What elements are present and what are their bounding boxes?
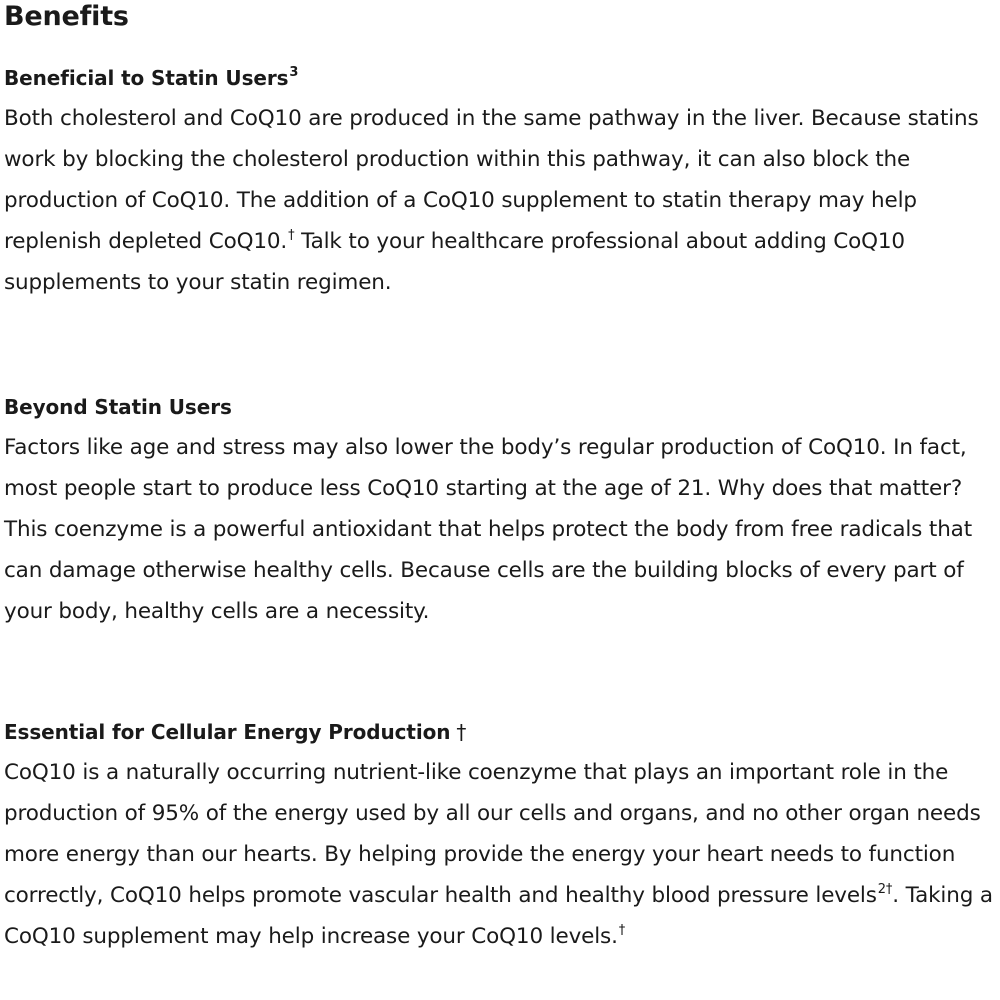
section-body-text: Talk to your healthcare professional about adding CoQ10 supplements to your statin regimen. xyxy=(4,229,905,295)
section-body xyxy=(4,98,998,303)
section-heading-text: Beneficial to Statin Users xyxy=(4,66,289,90)
section-body xyxy=(4,752,998,957)
section-heading xyxy=(4,58,998,98)
section-body-text: CoQ10 is a naturally occurring nutrient-like coenzyme that plays an important role in the production of 95% of the energy used by all our cells and organs, and no other organ needs more energy than our hearts. By helping provide the energy your heart needs to function correctly, CoQ10 helps promote vascular health and healthy blood pressure levels xyxy=(4,760,981,908)
section-cellular-energy xyxy=(4,712,998,957)
footnote-ref: 2† xyxy=(877,882,893,897)
section-body: Factors like age and stress may also lower the body’s regular production of CoQ10. In fact, most people start to produce less CoQ10 starting at the age of 21. Why does that matter? This coenzyme is a powerful antioxidant that helps protect the body from free radicals that can damage otherwise healthy cells. Because cells are the building blocks of every part of your body, healthy cells are a necessity. xyxy=(4,435,972,624)
footnote-ref: † xyxy=(456,720,467,744)
page-title: Benefits xyxy=(4,1,129,32)
section-heading xyxy=(4,712,998,752)
section-body-text: Both cholesterol and CoQ10 are produced in the same pathway in the liver. Because statins work by blocking the cholesterol production within this pathway, it can also block the production of CoQ10. The addition of a CoQ10 supplement to statin therapy may help replenish depleted CoQ10. xyxy=(4,106,979,254)
section-statin-users xyxy=(4,58,998,303)
section-heading: Beyond Statin Users xyxy=(4,395,232,419)
section-heading-text: Essential for Cellular Energy Production xyxy=(4,720,451,744)
footnote-ref: 3 xyxy=(289,65,299,80)
footnote-ref: † xyxy=(288,228,295,243)
benefits-page xyxy=(4,0,998,949)
section-body-text: . Taking a CoQ10 supplement may help increase your CoQ10 levels. xyxy=(4,883,993,949)
section-beyond-statin-users xyxy=(4,387,998,632)
footnote-ref: † xyxy=(618,923,626,938)
